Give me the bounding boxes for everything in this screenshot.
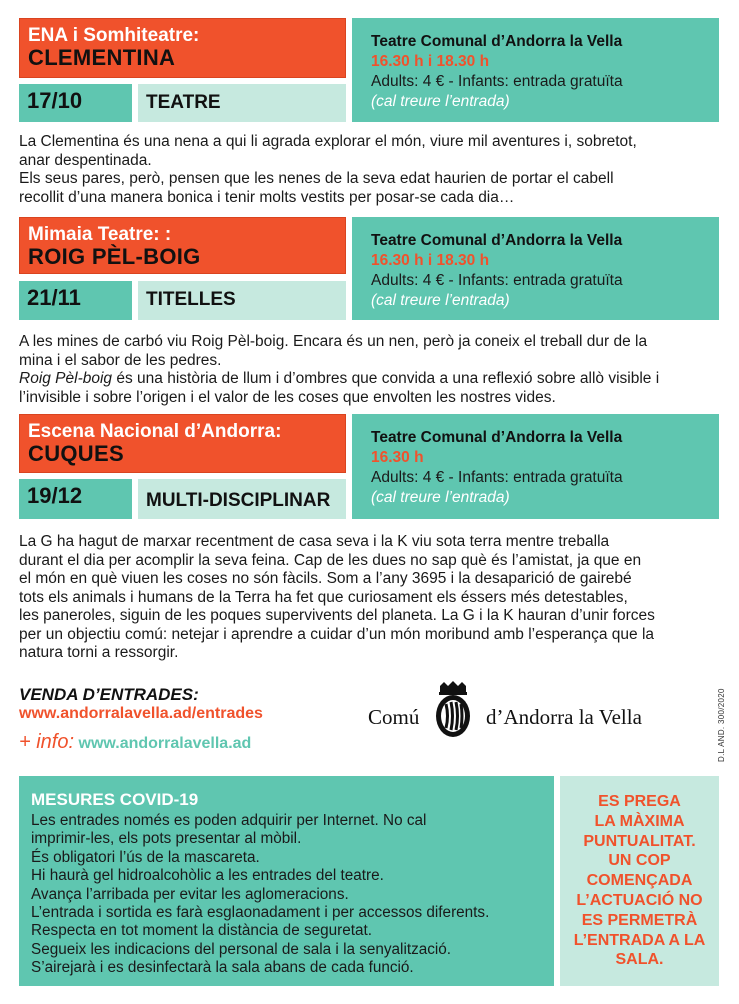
event-company: ENA i Somhiteatre:: [28, 25, 200, 46]
punctuality-line: UN COP: [608, 852, 671, 870]
venue-name: Teatre Comunal d’Andorra la Vella: [371, 33, 623, 50]
event-company: Mimaia Teatre: :: [28, 224, 172, 245]
description-line: mina i el sabor de les pedres.: [19, 351, 222, 369]
event-date: 19/12: [19, 479, 132, 519]
logo-text-left: Comú: [368, 705, 420, 729]
punctuality-line: ES PREGA: [598, 793, 681, 810]
venue-name: Teatre Comunal d’Andorra la Vella: [371, 232, 623, 249]
covid-title: MESURES COVID-19: [31, 790, 199, 809]
ticket-note: (cal treure l’entrada): [371, 489, 510, 506]
event-description: [19, 133, 724, 207]
show-times: 16.30 h: [371, 449, 424, 466]
description-line: l’invisible i sobre l’origen i el valor de les coses que envolten les nostres vides.: [19, 388, 556, 406]
ticket-prices: Adults: 4 € - Infants: entrada gratuïta: [371, 272, 623, 289]
ticket-prices: Adults: 4 € - Infants: entrada gratuïta: [371, 469, 623, 486]
venue-name: Teatre Comunal d’Andorra la Vella: [371, 429, 623, 446]
event-venue-box: [352, 217, 719, 320]
show-times: 16.30 h i 18.30 h: [371, 252, 490, 269]
event-show-title: CLEMENTINA: [28, 45, 176, 70]
description-line: natura torni a ressorgir.: [19, 644, 179, 661]
covid-line: Les entrades només es poden adquirir per Internet. No cal: [31, 812, 427, 829]
description-line: durant el dia per acomplir la seva feina. Cap de les dues no sap què és l’amistat, ja que en: [19, 551, 642, 569]
punctuality-line: L’ACTUACIÓ NO: [576, 891, 703, 909]
event-2-header: [19, 217, 346, 274]
event-description: [19, 533, 724, 663]
logo-text-right: d’Andorra la Vella: [486, 705, 642, 729]
event-show-title: ROIG PÈL-BOIG: [28, 244, 201, 269]
punctuality-line: L’ENTRADA A LA: [573, 931, 706, 949]
punctuality-notice: [560, 776, 719, 986]
description-line: el món en què viuen les coses no són fàcils. Som a l’any 3695 i la desaparició de gairebé: [19, 570, 632, 587]
description-line: recollit d’una manera bonica i tenir molts vestits per posar-se cada dia…: [19, 188, 515, 206]
covid-line: imprimir-les, els pots presentar al mòbil.: [31, 830, 302, 848]
event-3-header: [19, 414, 346, 473]
show-title-italic: Roig Pèl-boig: [19, 370, 113, 387]
description-line: A les mines de carbó viu Roig Pèl-boig. Encara és un nen, però ja coneix el treball dur de la: [19, 333, 648, 350]
covid-line: Respecta en tot moment la distància de seguretat.: [31, 922, 372, 940]
ticket-note: (cal treure l’entrada): [371, 93, 510, 110]
ticket-sales-title: VENDA D’ENTRADES:: [19, 685, 199, 704]
covid-line: És obligatori l’ús de la mascareta.: [31, 848, 260, 866]
covid-line: Segueix les indicacions del personal de sala i la senyalització.: [31, 940, 452, 958]
punctuality-line: SALA.: [615, 951, 664, 969]
event-company: Escena Nacional d’Andorra:: [28, 421, 282, 442]
covid-line: S’airejarà i es desinfectarà la sala abans de cada funció.: [31, 959, 414, 977]
covid-measures-box: [19, 776, 554, 986]
punctuality-line: ES PERMETRÀ: [581, 911, 698, 929]
punctuality-line: PUNTUALITAT.: [583, 832, 696, 850]
event-show-title: CUQUES: [28, 441, 124, 466]
event-date: 17/10: [19, 84, 132, 122]
description-line: La G ha hagut de marxar recentment de casa seva i la K viu sota terra mentre treballa: [19, 533, 610, 550]
event-genre: MULTI-DISCIPLINAR: [138, 479, 346, 519]
description-line: Els seus pares, però, pensen que les nenes de la seva edat haurien de portar el cabell: [19, 170, 614, 187]
event-genre: TITELLES: [138, 281, 346, 320]
punctuality-line: LA MÀXIMA: [594, 812, 685, 830]
ticket-note: (cal treure l’entrada): [371, 292, 510, 309]
description-line: anar despentinada.: [19, 151, 152, 169]
description-line: les paneroles, siguin de les poques supervivents del planeta. La G i la K hauran d’unir forces: [19, 607, 655, 624]
punctuality-line: COMENÇADA: [586, 872, 693, 890]
event-venue-box: [352, 18, 719, 122]
event-1-header: [19, 18, 346, 78]
ticket-sales-link[interactable]: www.andorralavella.ad/entrades: [19, 705, 263, 722]
covid-line: Hi haurà gel hidroalcohòlic a les entrades del teatre.: [31, 867, 384, 885]
covid-line: Avança l’arribada per evitar les aglomeracions.: [31, 885, 349, 903]
description-text: és una història de llum i d’ombres que convida a una reflexió sobre allò visible i: [112, 370, 660, 387]
legal-deposit: D.L AND. 300/2020: [717, 688, 726, 762]
show-times: 16.30 h i 18.30 h: [371, 53, 490, 70]
description-line: La Clementina és una nena a qui li agrada explorar el món, viure mil aventures i, sobretot,: [19, 133, 637, 150]
description-line: tots els animals i humans de la Terra ha fet que curiosament els éssers més detestables,: [19, 588, 628, 606]
more-info-label: + info:: [19, 731, 75, 753]
description-line: per un objectiu comú: netejar i aprendre a cuidar d’un món moribund amb l’esperança que la: [19, 625, 655, 643]
ticket-prices: Adults: 4 € - Infants: entrada gratuïta: [371, 73, 623, 90]
covid-line: L’entrada i sortida es farà esglaonadament i per accessos diferents.: [31, 904, 490, 922]
coat-of-arms-logo: [430, 680, 476, 740]
description-line: [19, 370, 724, 389]
event-venue-box: [352, 414, 719, 519]
more-info-link[interactable]: www.andorralavella.ad: [78, 735, 252, 752]
event-date: 21/11: [19, 281, 132, 320]
event-genre: TEATRE: [138, 84, 346, 122]
more-info: [19, 731, 251, 754]
event-description: [19, 333, 724, 407]
